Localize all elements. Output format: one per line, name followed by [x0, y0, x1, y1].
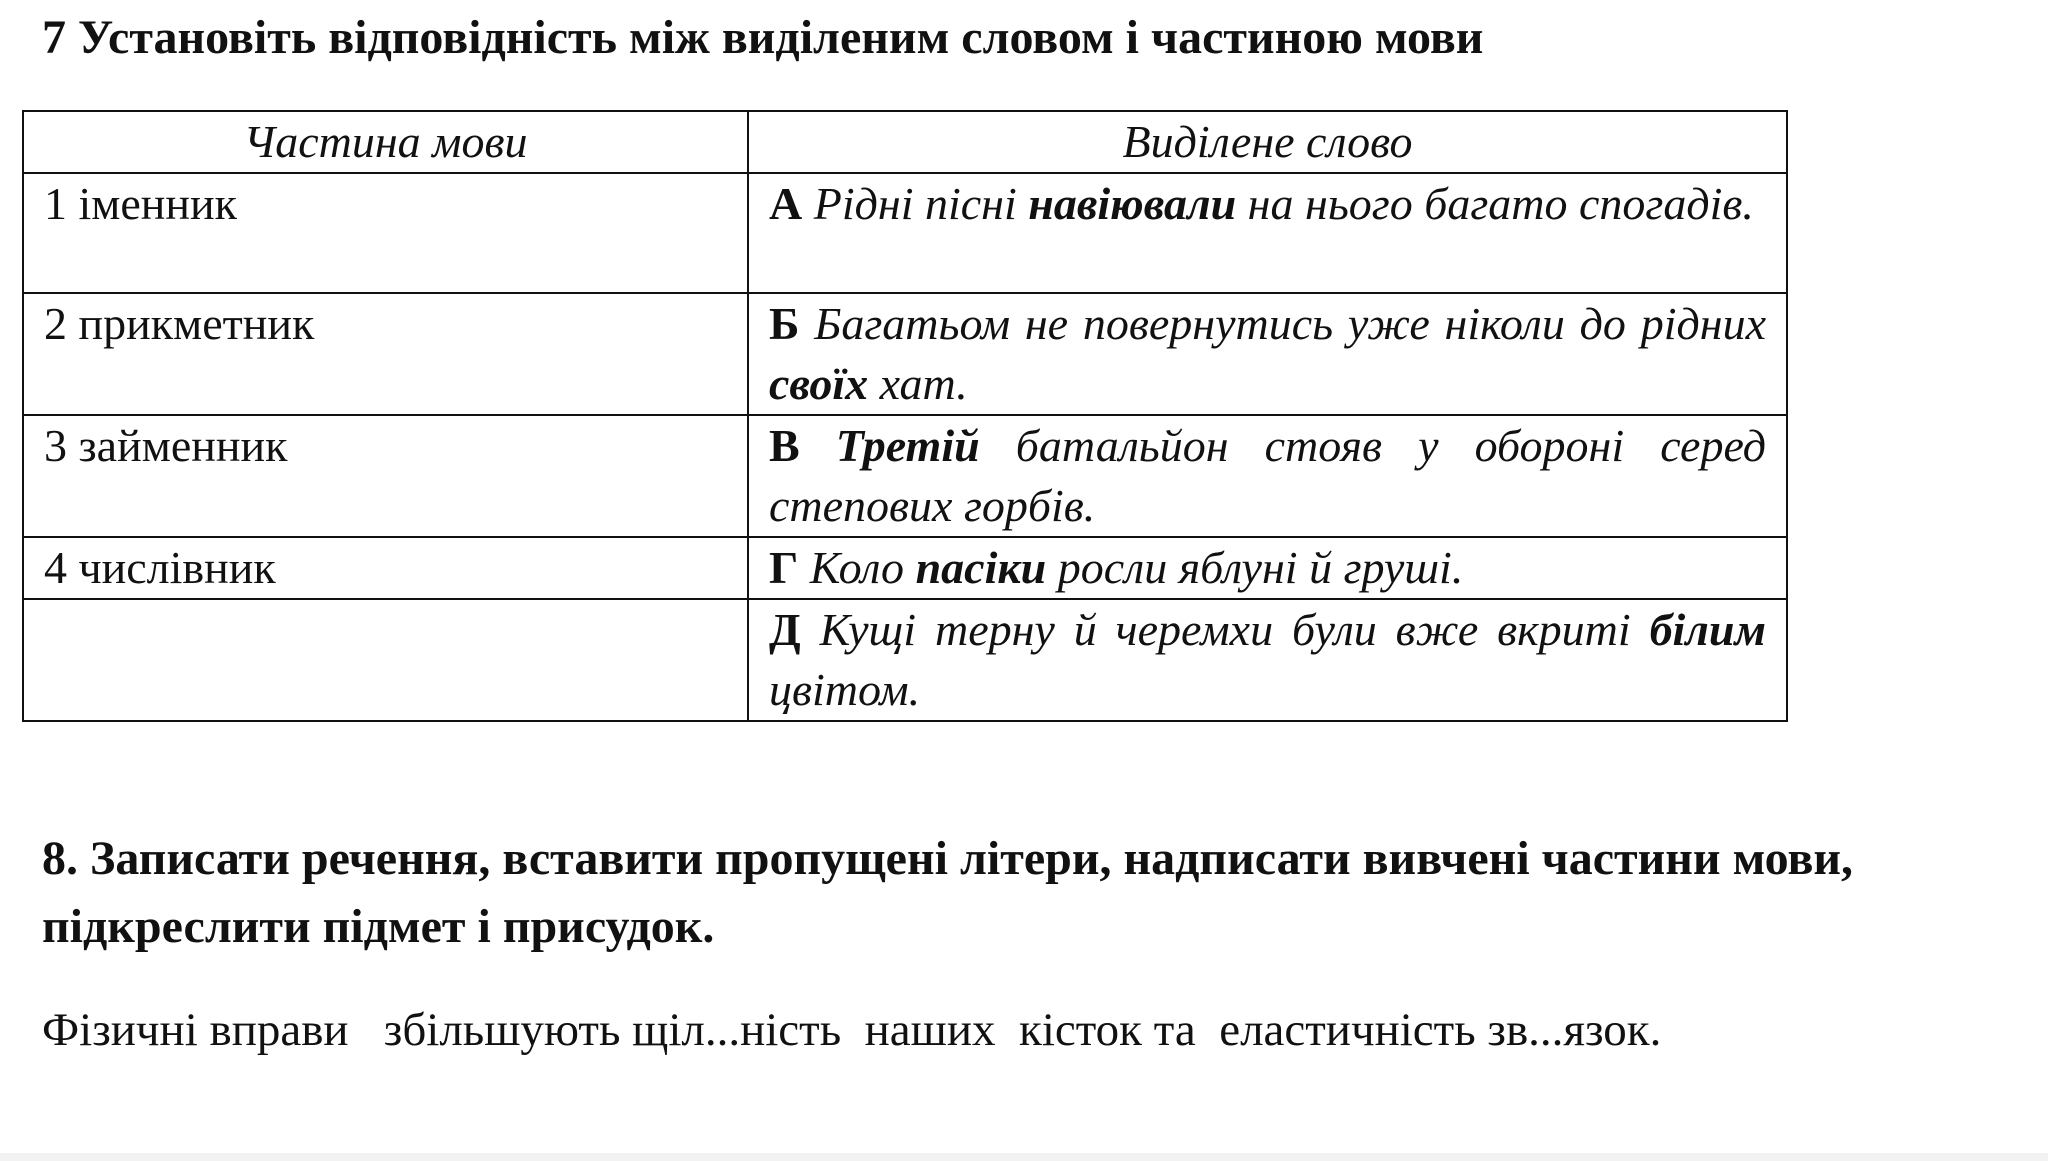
page-bottom-edge	[0, 1153, 2048, 1161]
table-row	[23, 173, 1787, 293]
table-row	[23, 293, 1787, 415]
highlighted-word: білим	[1649, 604, 1766, 655]
highlighted-word: пасіки	[915, 542, 1047, 593]
sentence-cell	[748, 599, 1787, 721]
highlighted-word: своїх	[769, 358, 869, 409]
sentence-text: Кущі терну й черемхи були вже вкриті	[800, 604, 1650, 655]
sentence-text: цвітом.	[769, 664, 921, 715]
option-letter: В	[769, 420, 800, 471]
part-of-speech-cell	[23, 599, 748, 721]
table-row	[23, 415, 1787, 537]
matching-table	[22, 110, 1788, 722]
sentence-cell	[748, 537, 1787, 599]
part-of-speech-cell: 4 числівник	[23, 537, 748, 599]
task8-title: 8. Записати речення, вставити пропущені літери, надписати вивчені частини мови, підкреслити підмет і присудок.	[42, 832, 1854, 953]
part-of-speech-cell: 3 займенник	[23, 415, 748, 537]
table-row	[23, 537, 1787, 599]
part-of-speech-cell: 2 прикметник	[23, 293, 748, 415]
option-letter: А	[769, 178, 803, 229]
sentence-cell	[748, 293, 1787, 415]
table-row	[23, 599, 1787, 721]
sentence-text: Багатьом не повернутись уже ніколи до рідних	[799, 298, 1766, 349]
sentence-text: на нього багато спогадів.	[1236, 178, 1754, 229]
header-highlighted-word: Виділене слово	[748, 111, 1787, 173]
sentence-text: батальйон стояв у обороні серед степових горбів.	[769, 420, 1766, 531]
task7-title: 7 Установіть відповідність між виділеним словом і частиною мови	[42, 11, 1484, 64]
part-of-speech-cell: 1 іменник	[23, 173, 748, 293]
table-header-row	[23, 111, 1787, 173]
header-part-of-speech: Частина мови	[23, 111, 748, 173]
option-letter: Г	[769, 542, 799, 593]
exercise-sentence: Фізичні вправи збільшують щіл...ність наших кісток та еластичність зв...язок.	[42, 1004, 1662, 1056]
sentence-text: Рідні пісні	[802, 178, 1029, 229]
option-letter: Д	[769, 604, 801, 655]
sentence-text: Коло	[798, 542, 916, 593]
sentence-cell	[748, 173, 1787, 293]
sentence-text	[800, 420, 836, 471]
sentence-text: росли яблуні й груші.	[1046, 542, 1464, 593]
highlighted-word: навіювали	[1028, 178, 1237, 229]
sentence-cell	[748, 415, 1787, 537]
option-letter: Б	[769, 298, 800, 349]
highlighted-word: Третій	[835, 420, 980, 471]
sentence-text: хат.	[868, 358, 968, 409]
